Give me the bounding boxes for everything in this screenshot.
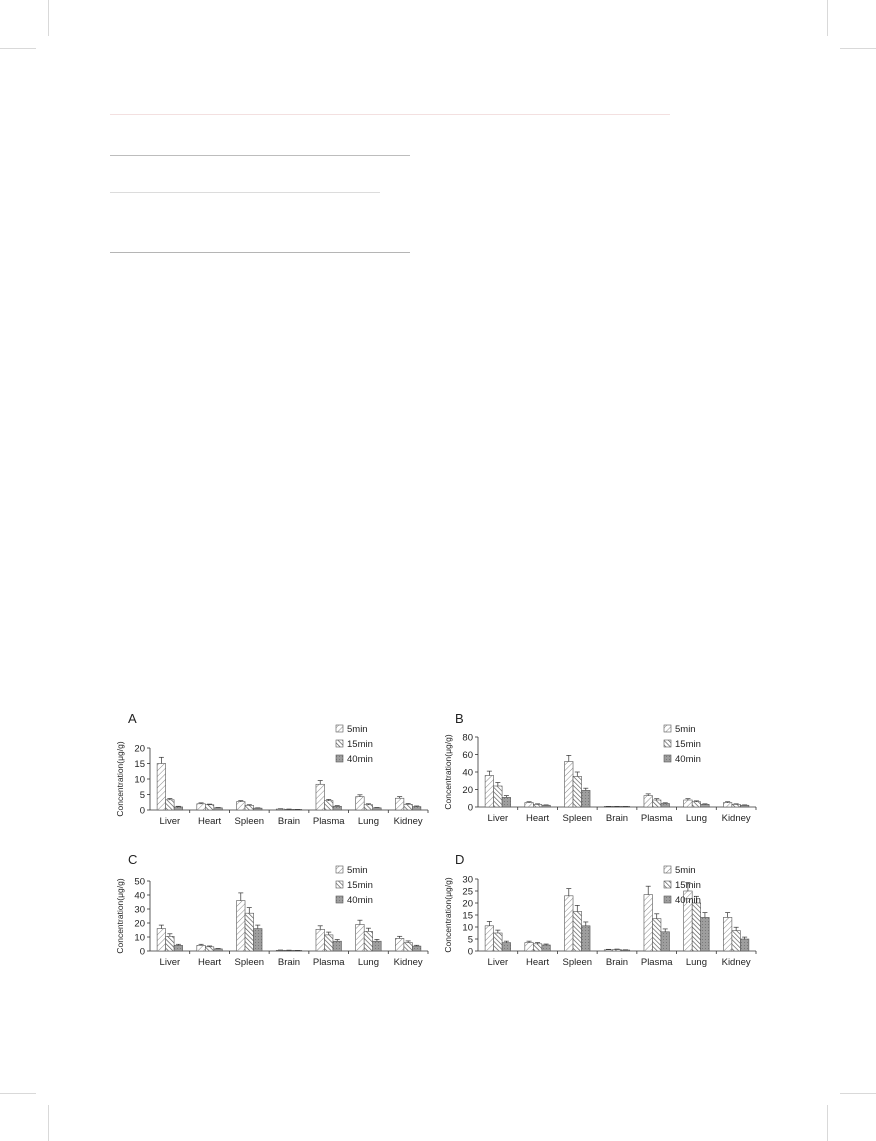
y-tick-label: 20 xyxy=(134,918,145,930)
bar-d-lung-40min xyxy=(701,917,710,951)
bar-a-lung-5min xyxy=(356,797,365,810)
legend-label-15min: 15min xyxy=(675,739,701,750)
y-tick-label: 30 xyxy=(134,904,145,916)
bar-d-brain-15min xyxy=(613,950,622,951)
y-tick-label: 5 xyxy=(139,790,145,801)
bar-b-lung-15min xyxy=(692,802,701,807)
x-tick-label: Lung xyxy=(685,957,707,968)
x-tick-label: Brain xyxy=(605,957,629,968)
panel-label: D xyxy=(455,852,465,867)
legend-swatch-40min xyxy=(336,896,343,903)
bar-d-spleen-15min xyxy=(573,911,582,951)
bar-b-kidney-15min xyxy=(732,804,741,807)
bar-a-brain-5min xyxy=(276,809,285,810)
x-tick-label: Brain xyxy=(605,813,629,824)
chart-panel-d xyxy=(443,852,756,968)
bar-b-liver-40min xyxy=(502,797,511,807)
legend-swatch-5min xyxy=(336,866,343,873)
bar-a-liver-5min xyxy=(157,764,166,811)
bar-b-plasma-15min xyxy=(652,800,661,807)
bar-c-brain-5min xyxy=(276,950,285,951)
legend-label-40min: 40min xyxy=(347,895,373,906)
x-tick-label: Liver xyxy=(159,957,181,968)
x-tick-label: Heart xyxy=(197,957,222,968)
panel-label: C xyxy=(128,852,138,867)
bar-c-heart-15min xyxy=(205,947,214,951)
x-tick-label: Plasma xyxy=(640,813,673,824)
y-tick-label: 10 xyxy=(134,932,145,944)
bar-d-kidney-5min xyxy=(723,917,732,951)
x-tick-label: Kidney xyxy=(393,816,423,827)
legend-swatch-40min xyxy=(664,755,671,762)
y-tick-label: 0 xyxy=(139,946,145,958)
y-axis-label: Concentration(μg/g) xyxy=(443,877,453,953)
y-tick-label: 0 xyxy=(139,805,145,817)
bar-a-plasma-15min xyxy=(324,801,333,810)
bar-b-heart-5min xyxy=(525,803,534,807)
bar-c-lung-5min xyxy=(356,924,365,951)
legend-label-15min: 15min xyxy=(347,739,373,750)
x-tick-label: Heart xyxy=(525,957,550,968)
y-tick-label: 40 xyxy=(462,767,473,779)
x-tick-label: Spleen xyxy=(234,957,265,968)
legend-swatch-5min xyxy=(664,725,671,732)
bar-a-liver-15min xyxy=(166,800,175,810)
y-tick-label: 10 xyxy=(462,922,473,934)
bar-d-liver-15min xyxy=(494,933,503,951)
y-tick-label: 20 xyxy=(462,785,473,796)
x-tick-label: Kidney xyxy=(721,957,751,968)
y-tick-label: 80 xyxy=(462,732,473,744)
y-tick-label: 60 xyxy=(462,750,473,761)
legend-swatch-15min xyxy=(336,740,343,747)
bar-b-kidney-5min xyxy=(723,803,732,807)
bar-d-brain-5min xyxy=(604,950,613,951)
y-tick-label: 20 xyxy=(462,898,473,910)
chart-panel-a xyxy=(115,711,428,827)
legend-swatch-15min xyxy=(664,881,671,888)
y-tick-label: 40 xyxy=(134,890,145,902)
bar-d-spleen-40min xyxy=(582,926,591,951)
bar-b-heart-40min xyxy=(542,805,551,807)
bar-b-heart-15min xyxy=(533,804,542,807)
bar-d-lung-15min xyxy=(692,903,701,951)
chart-panel-b xyxy=(443,711,756,824)
bar-c-kidney-40min xyxy=(412,946,421,951)
legend-label-5min: 5min xyxy=(675,724,696,735)
x-tick-label: Kidney xyxy=(721,813,751,824)
bar-b-spleen-15min xyxy=(573,776,582,807)
x-tick-label: Liver xyxy=(487,957,509,968)
y-tick-label: 15 xyxy=(134,759,145,770)
y-tick-label: 25 xyxy=(462,886,473,898)
panel-label: A xyxy=(128,711,137,726)
bar-b-plasma-40min xyxy=(661,804,670,808)
bar-c-plasma-40min xyxy=(333,941,342,951)
y-tick-label: 10 xyxy=(134,774,145,786)
legend-label-15min: 15min xyxy=(675,880,701,891)
legend-swatch-15min xyxy=(664,740,671,747)
bar-d-heart-40min xyxy=(542,945,551,951)
bar-c-plasma-15min xyxy=(324,935,333,951)
bar-c-liver-40min xyxy=(174,945,183,951)
y-tick-label: 50 xyxy=(134,876,145,888)
bar-a-spleen-15min xyxy=(245,805,254,810)
bar-a-kidney-15min xyxy=(404,804,413,810)
x-tick-label: Spleen xyxy=(562,813,593,824)
legend-label-5min: 5min xyxy=(347,865,368,876)
bar-b-lung-5min xyxy=(684,800,693,807)
x-tick-label: Brain xyxy=(277,957,301,968)
bar-d-plasma-40min xyxy=(661,932,670,951)
x-tick-label: Spleen xyxy=(562,957,593,968)
bar-d-brain-40min xyxy=(621,950,630,951)
bar-b-lung-40min xyxy=(701,804,710,807)
bar-c-liver-15min xyxy=(166,936,175,951)
x-tick-label: Lung xyxy=(357,957,379,968)
x-tick-label: Heart xyxy=(197,816,222,827)
bar-d-liver-5min xyxy=(485,926,494,951)
legend-swatch-40min xyxy=(336,755,343,762)
bar-c-lung-40min xyxy=(373,941,382,951)
bar-c-spleen-5min xyxy=(237,901,246,951)
y-tick-label: 0 xyxy=(467,946,473,958)
y-tick-label: 5 xyxy=(467,934,473,946)
x-tick-label: Lung xyxy=(357,816,379,827)
bar-d-kidney-40min xyxy=(740,939,749,951)
y-tick-label: 0 xyxy=(467,802,473,814)
legend-swatch-5min xyxy=(336,725,343,732)
x-tick-label: Heart xyxy=(525,813,550,824)
bar-a-lung-15min xyxy=(364,805,373,810)
bar-d-liver-40min xyxy=(502,943,511,951)
bar-a-plasma-5min xyxy=(316,784,325,810)
bar-c-liver-5min xyxy=(157,929,166,951)
bar-a-brain-15min xyxy=(285,809,294,810)
bar-d-spleen-5min xyxy=(565,896,574,951)
x-tick-label: Liver xyxy=(487,813,509,824)
x-tick-label: Lung xyxy=(685,813,707,824)
bar-a-heart-15min xyxy=(205,805,214,810)
bar-c-spleen-40min xyxy=(254,929,262,951)
legend-swatch-5min xyxy=(664,866,671,873)
legend-swatch-15min xyxy=(336,881,343,888)
legend-label-5min: 5min xyxy=(347,724,368,735)
legend-label-15min: 15min xyxy=(347,880,373,891)
bar-d-plasma-15min xyxy=(652,919,661,951)
bar-b-kidney-40min xyxy=(740,805,749,807)
legend-label-5min: 5min xyxy=(675,865,696,876)
x-tick-label: Liver xyxy=(159,816,181,827)
bar-d-kidney-15min xyxy=(732,931,741,951)
bar-a-plasma-40min xyxy=(333,806,342,810)
bar-a-spleen-5min xyxy=(237,802,246,810)
bar-a-kidney-40min xyxy=(412,807,421,810)
bar-a-heart-5min xyxy=(197,804,206,810)
bar-b-spleen-5min xyxy=(565,762,574,808)
y-axis-label: Concentration(μg/g) xyxy=(115,741,125,817)
bar-d-plasma-5min xyxy=(644,895,653,951)
bar-a-liver-40min xyxy=(174,807,183,810)
chart-panel-c xyxy=(115,852,428,968)
bar-d-heart-15min xyxy=(533,944,542,951)
bar-a-spleen-40min xyxy=(254,808,262,810)
bar-c-lung-15min xyxy=(364,931,373,951)
bar-c-heart-5min xyxy=(197,945,206,951)
x-tick-label: Kidney xyxy=(393,957,423,968)
y-tick-label: 15 xyxy=(462,910,473,922)
legend-label-40min: 40min xyxy=(675,754,701,765)
x-tick-label: Plasma xyxy=(312,957,345,968)
legend-swatch-40min xyxy=(664,896,671,903)
y-axis-label: Concentration(μg/g) xyxy=(115,878,125,954)
x-tick-label: Brain xyxy=(277,816,301,827)
x-tick-label: Plasma xyxy=(640,957,673,968)
bar-c-plasma-5min xyxy=(316,929,325,951)
legend-label-40min: 40min xyxy=(675,895,701,906)
bar-c-spleen-15min xyxy=(245,913,254,951)
panel-label: B xyxy=(455,711,464,726)
y-tick-label: 30 xyxy=(462,874,473,886)
y-axis-label: Concentration(μg/g) xyxy=(443,734,453,810)
bar-a-lung-40min xyxy=(373,808,382,810)
bar-a-heart-40min xyxy=(214,808,223,810)
bar-b-liver-15min xyxy=(494,786,503,807)
legend-label-40min: 40min xyxy=(347,754,373,765)
x-tick-label: Plasma xyxy=(312,816,345,827)
x-tick-label: Spleen xyxy=(234,816,265,827)
bar-d-heart-5min xyxy=(525,943,534,951)
bar-c-kidney-15min xyxy=(404,943,413,951)
bar-c-kidney-5min xyxy=(395,938,404,951)
y-tick-label: 20 xyxy=(134,743,145,755)
bar-b-plasma-5min xyxy=(644,796,653,807)
bar-b-spleen-40min xyxy=(582,790,591,807)
bar-b-liver-5min xyxy=(485,776,494,808)
bar-a-kidney-5min xyxy=(395,798,404,810)
bar-c-heart-40min xyxy=(214,949,223,951)
